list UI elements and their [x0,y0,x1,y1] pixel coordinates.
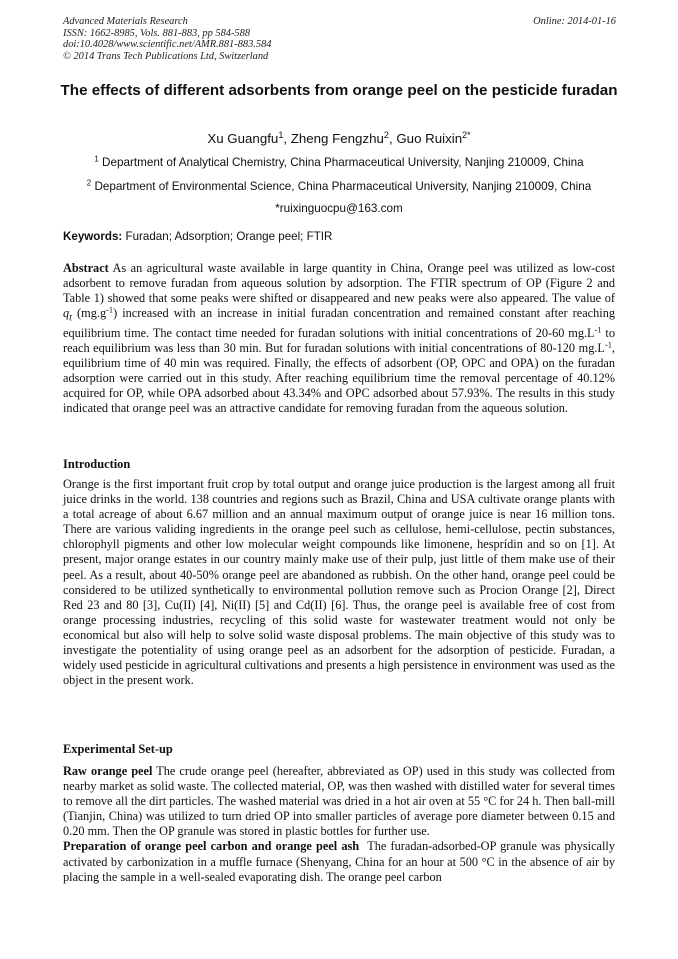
copyright: © 2014 Trans Tech Publications Ltd, Switzerland [63,50,269,62]
affiliation-text: Department of Environmental Science, China Pharmaceutical University, Nanjing 210009, China [94,180,592,193]
experimental-heading: Experimental Set-up [63,742,173,756]
abstract-text: to reach equilibrium was less than 30 min. But for furadan solutions with initial concentrations of 80-120 mg.L [63,325,615,355]
author-name: Zheng Fengzhu [290,131,384,146]
abstract-text: As an agricultural waste available in large quantity in China, Orange peel was utilized as low-cost adsorbent to remove furadan from aqueous solution by adsorption. The FTIR spectrum of OP (Figure 2 and Table 1) showed that some peaks were shifted or disappeared and new peaks were also appeared. The value of [63,261,615,306]
author-list: Xu Guangfu$^1$, Zheng Fengzhu$^2$, Guo Ruixin$^{2*}$ [207,130,471,146]
keywords-text: Furadan; Adsorption; Orange peel; FTIR [125,230,333,243]
experimental-section [63,764,615,885]
abstract-text: ) increased with an increase in initial furadan concentration and remained constant after reaching equilibrium time. The contact time needed for furadan solutions with initial concentrations of 20-60 mg.L [63,306,615,340]
corresponding-email: *ruixinguocpu@163.com [275,202,403,215]
journal-name: Advanced Materials Research [63,16,188,27]
online-date: Online: 2014-01-16 [533,16,616,27]
affiliation-1 [40,156,638,169]
affiliation-sup: 1 [94,154,99,164]
introduction-text: Orange is the first important fruit crop by total output and orange juice production is the largest among all fruit juice drinks in the world. 138 countries and regions such as Brazil, China and USA cultivate orange plants with a total acreage of about 6.67 million and an annual maximum output of orange juice is near 16 million tons. There are various validing ingredients in the orange peel such as cellulose, hemi-cellulose, pectin substances, chlorophyll pigments and other low molecular weight compounds like limonene, hesprídin and so on [1]. At present, major orange estates in our country mainly make use of their pulp, just little of them make use of their peel. As a result, about 40-50% orange peel are abandoned as rubbish. On the other hand, orange peel could be considered to be utilized synthetically to environmental pollution remove such as Procion Orange [2], Direct Red 23 and 80 [3], Cu(II) [4], Ni(II) [5] and Cd(II) [6]. Thus, the orange peel is available free of cost from orange processing industries, recycling of this solid waste for wastewater treatment would not only be economical but also will help to solve solid waste disposal problems. The main objective of this study was to investigate the potentiality of using orange peel as an adsorbent for the adsorption of pesticide. Furadan, a widely used pesticide in agricultural cultivations and presents a high persistence in environment was used as the object in the present work. [63,477,615,688]
keywords-label: Keywords: [63,230,123,243]
abstract-text: , equilibrium time of 40 min was required. Finally, the effects of adsorbent (OP, OPC and OPA) on the furadan adsorption were carried out in this study. After reaching equilibrium time the removal percentage of 40.12% acquired for OP, while OPA adsorbed about 43.34% and OPC adsorbed about 57.93%. The results in this study indicated that orange peel was an attractive candidate for removing furadan from the aqueous solution. [63,340,615,416]
raw-orange-peel-text: The crude orange peel (hereafter, abbreviated as OP) used in this study was collected from nearby market as solid waste. The collected material, OP, was then washed with distilled water for several times to remove all the dirt particles. The washed material was dried in a hot air oven at 55 °C for 24 h. Then ball-mill (Tianjin, China) was utilized to turn dried OP into smaller particles of average pore diameter between 0.15 and 0.20 mm. Then the OP granule was stored in plastic bottles for further use. [63,764,615,839]
introduction-heading: Introduction [63,457,131,471]
author-sup: 2 [383,130,389,141]
raw-orange-peel-label: Raw orange peel [63,764,153,778]
author-name: Xu Guangfu [207,131,279,146]
issn: ISSN: 1662-8985, Vols. 881-883, pp 584-588 [63,27,251,39]
preparation-paragraph [63,839,615,884]
unit-exponent: -1 [604,340,612,350]
abstract-text: (mg.g [72,306,107,321]
author-name: Guo Ruixin [396,131,463,146]
doi: doi:10.4028/www.scientific.net/AMR.881-883.584 [63,39,272,50]
paper-title: The effects of different adsorbents from orange peel on the pesticide furadan [60,82,618,99]
preparation-text: The furadan-adsorbed-OP granule was physically activated by carbonization in a muffle furnace (Shenyang, China for an hour at 500 °C in the absence of air by placing the sample in a well-sealed evaporating dish. The orange peel carbon [63,839,615,884]
affiliation-2 [40,180,638,193]
preparation-label: Preparation of orange peel carbon and orange peel ash [63,839,360,854]
qt-t: t [69,312,73,324]
abstract-label: Abstract [63,261,109,275]
author-sup: 1 [278,130,284,141]
unit-exponent: -1 [594,325,602,335]
journal-header [63,16,271,62]
keywords [63,230,623,243]
abstract [63,261,615,416]
affiliation-sup: 2 [86,178,92,188]
author-sup: 2* [462,130,471,141]
affiliation-text: Department of Analytical Chemistry, China Pharmaceutical University, Nanjing 210009, China [102,156,584,169]
unit-exponent: -1 [106,305,114,315]
qt-q: q [63,306,70,321]
raw-orange-peel-paragraph [63,764,615,839]
